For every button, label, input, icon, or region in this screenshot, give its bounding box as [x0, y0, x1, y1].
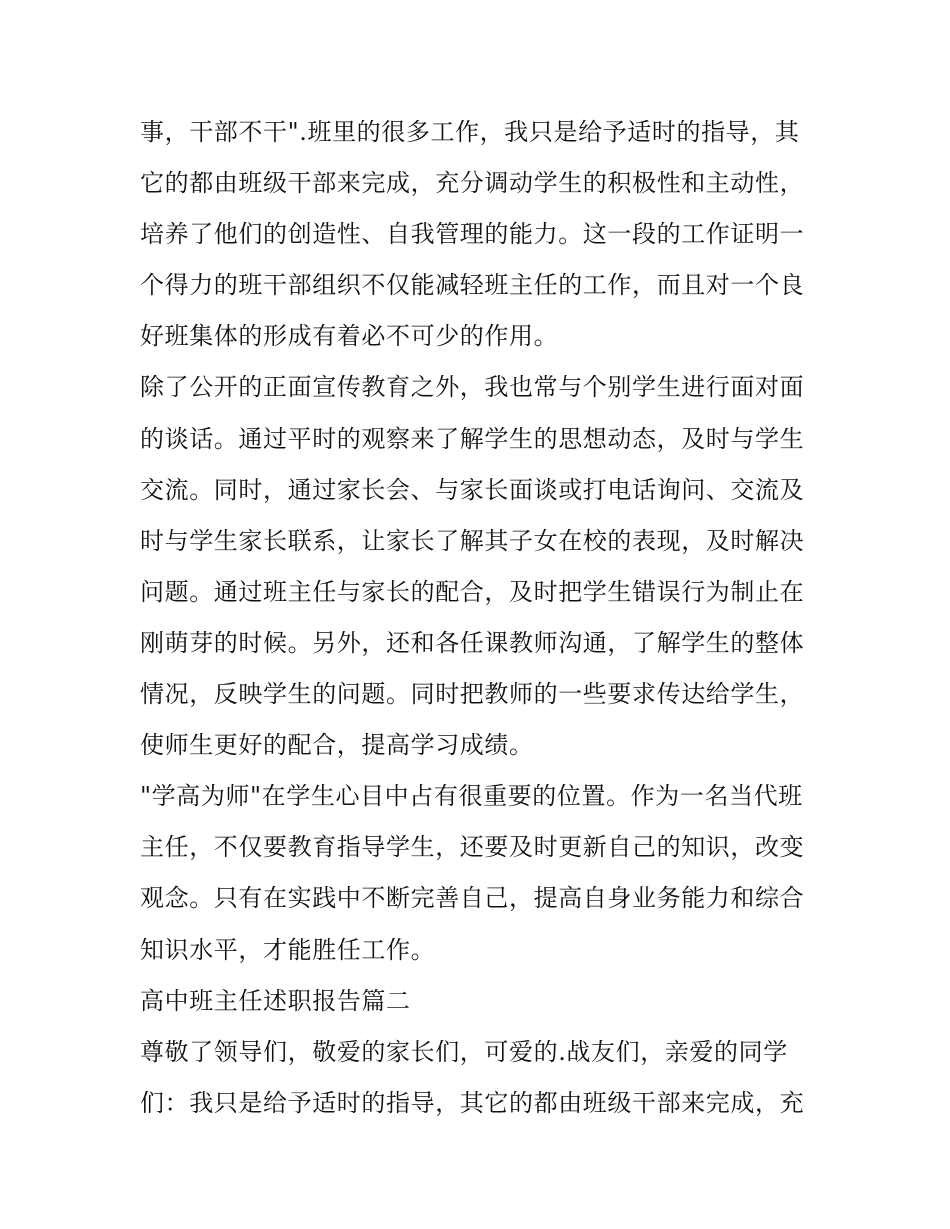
text-line: 事，干部不干".班里的很多工作，我只是给予适时的指导，其: [140, 118, 800, 146]
text-line: 好班集体的形成有着必不可少的作用。: [140, 322, 559, 351]
text-line: 的谈话。通过平时的观察来了解学生的思想动态，及时与学生: [140, 424, 805, 453]
text-line: 刚萌芽的时候。另外，还和各任课教师沟通，了解学生的整体: [140, 628, 805, 657]
text-line: 培养了他们的创造性、自我管理的能力。这一段的工作证明一: [140, 220, 805, 249]
text-line: 知识水平，才能胜任工作。: [140, 935, 436, 964]
text-line: 除了公开的正面宣传教育之外，我也常与个别学生进行面对面: [140, 373, 805, 402]
section-heading: 高中班主任述职报告篇二: [140, 986, 411, 1015]
text-line: 们：我只是给予适时的指导，其它的都由班级干部来完成，充: [140, 1088, 805, 1117]
text-line: 尊敬了领导们，敬爱的家长们，可爱的.战友们，亲爱的同学: [140, 1037, 788, 1066]
text-line: 情况，反映学生的问题。同时把教师的一些要求传达给学生，: [140, 680, 805, 709]
text-line: 个得力的班干部组织不仅能减轻班主任的工作，而且对一个良: [140, 271, 805, 300]
text-line: "学高为师"在学生心目中占有很重要的位置。作为一名当代班: [140, 782, 803, 811]
text-line: 观念。只有在实践中不断完善自己，提高自身业务能力和综合: [140, 884, 805, 913]
text-line: 主任，不仅要教育指导学生，还要及时更新自己的知识，改变: [140, 833, 805, 862]
text-line: 交流。同时，通过家长会、与家长面谈或打电话询问、交流及: [140, 475, 805, 504]
document-body: [140, 107, 820, 1129]
text-line: 时与学生家长联系，让家长了解其子女在校的表现，及时解决: [140, 526, 805, 555]
text-line: 使师生更好的配合，提高学习成绩。: [140, 731, 534, 760]
text-line: 它的都由班级干部来完成，充分调动学生的积极性和主动性，: [140, 169, 805, 198]
text-line: 问题。通过班主任与家长的配合，及时把学生错误行为制止在: [140, 577, 805, 606]
